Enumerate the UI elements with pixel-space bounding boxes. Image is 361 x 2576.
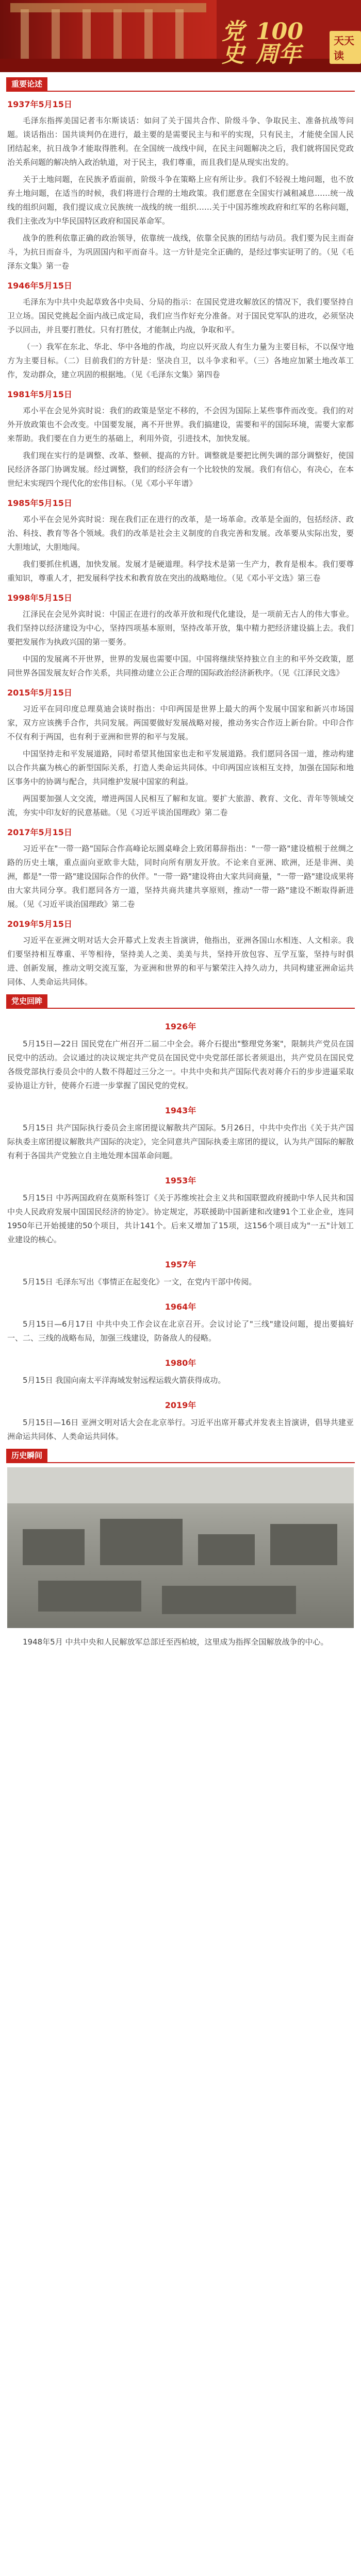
history-entry: 5月15日 共产国际执行委员会主席团提议解散共产国际。5月26日，中共中央作出《关于共产国际执委主席团提议解散共产国际的决定》，完全同意共产国际执委主席团的提议，认为共产国际的解散有利于各国共产党独立自主地处理本国革命问题。 bbox=[7, 1123, 354, 1160]
discourse-paragraph: 毛泽东指挥美国记者韦尔斯谈话：如问了关于国共合作、阶级斗争、争取民主、准备抗战等问题。谈话指出：国共谈判仍在进行，最主要的是需要民主与和平的实现，只有民主，才能使全国人民团结起来，抗日战争才能取得胜利。在全国统一战线中间，在民主问题解决之后，我们就将国民党政治关系问题的解决纳入政治轨道，对于民主，我们尊重，而且我们是从现实出发的。 bbox=[7, 116, 354, 167]
logo-sub-badge: 天天读 bbox=[330, 31, 361, 64]
discourse-date: 1946年5月15日 bbox=[7, 281, 72, 291]
history-entry: 5月15日 我国向南太平洋海域发射远程运载火箭获得成功。 bbox=[23, 1376, 226, 1385]
history-year: 1957年 bbox=[165, 1260, 196, 1269]
discourse-date: 2017年5月15日 bbox=[7, 827, 72, 837]
historical-photo bbox=[7, 1467, 354, 1628]
section-header-important bbox=[6, 77, 355, 92]
discourse-paragraph: 我们现在实行的是调整、改革、整顿、提高的方针。调整就是要把比例失调的部分调整好，使国民经济各部门协调发展。经过调整，我们的经济会有一个比较快的发展。我们有信心，有决心，在本世纪末实现四个现代化的宏伟目标。（见《邓小平年谱》 bbox=[7, 451, 354, 488]
photo-caption: 1948年5月 中共中央和人民解放军总部迁至西柏坡，这里成为指挥全国解放战争的中心。 bbox=[23, 1637, 329, 1647]
discourse-date: 2015年5月15日 bbox=[7, 688, 72, 698]
discourse-date: 2019年5月15日 bbox=[7, 919, 72, 929]
logo-year-text: 100周年 bbox=[256, 19, 303, 67]
discourse-date: 1985年5月15日 bbox=[7, 498, 72, 508]
discourse-paragraph: 邓小平在会见外宾时说：我们的政策是坚定不移的，不会因为国际上某些事件而改变。我们的对外开放政策也不会改变。中国要发展，离不开世界。我们搞建设，需要和平的国际环境，需要大家都来帮助。我们要在自力更生的基础上，利用外资，引进技术，加快发展。 bbox=[7, 406, 354, 443]
section-tag: 历史瞬间 bbox=[6, 1449, 47, 1462]
discourse-paragraph: 中国坚持走和平发展道路，同时希望其他国家也走和平发展道路。我们愿同各国一道，推动构建以合作共赢为核心的新型国际关系，打造人类命运共同体。中印两国应该相互支持，加强在国际和地区事务中的协调与配合，共同维护发展中国家的利益。 bbox=[7, 749, 354, 786]
discourse-paragraph: 中国的发展离不开世界，世界的发展也需要中国。中国将继续坚持独立自主的和平外交政策，愿同世界各国发展友好合作关系，共同推动建立公正合理的国际政治经济新秩序。（见《江泽民文选》 bbox=[7, 654, 354, 677]
banner-logo bbox=[222, 21, 361, 66]
discourse-paragraph: 毛泽东为中共中央起草致各中央局、分局的指示：在国民党进攻解放区的情况下，我们要坚持自卫立场。国民党挑起全面内战已成定局，我们应当作好充分准备。对于国民党军队的进攻，必须坚决予以回击，并且要打胜仗。只有打胜仗，才能制止内战，争取和平。 bbox=[7, 297, 354, 334]
discourse-paragraph: 我们要抓住机遇，加快发展。发展才是硬道理。科学技术是第一生产力，教育是根本。我们要尊重知识，尊重人才，把发展科学技术和教育放在突出的战略地位。（见《邓小平文选》第三卷 bbox=[7, 560, 354, 583]
history-year: 1964年 bbox=[165, 1302, 196, 1312]
history-year: 1943年 bbox=[165, 1106, 196, 1115]
section-header-history bbox=[6, 994, 355, 1009]
history-year: 1926年 bbox=[165, 1022, 196, 1031]
section-tag: 重要论述 bbox=[6, 77, 47, 91]
history-entry: 5月15日—22日 国民党在广州召开二届二中全会。蒋介石提出"整理党务案"，限制共产党员在国民党中的活动。会议通过的决议规定共产党员在国民党中央党部任部长者须退出，共产党员在国民党各级党部执行委员会中的人数不得超过三分之一。中共中央和共产国际代表对蒋介石的步步进逼采取妥协退让方针，使蒋介石进一步掌握了国民党的党权。 bbox=[7, 1039, 354, 1090]
discourse-paragraph: 习近平在亚洲文明对话大会开幕式上发表主旨演讲，他指出，亚洲各国山水相连、人文相亲。我们要坚持相互尊重、平等相待，坚持美人之美、美美与共，坚持开放包容、互学互鉴，坚持与时俱进、创新发展，推动文明交流互鉴，为亚洲和世界的和平与繁荣注入持久动力，共同构建亚洲命运共同体、人类命运共同体。 bbox=[7, 936, 354, 987]
history-year: 2019年 bbox=[165, 1400, 196, 1410]
history-year: 1953年 bbox=[165, 1176, 196, 1185]
discourse-paragraph: （一）我军在东北、华北、华中各地的作战，均应以歼灭敌人有生力量为主要目标，不以保守地方为主要目标。（二）目前我们的方针是：坚决自卫，以斗争求和平。（三）各地应加紧土地改革工作，发动群众，建立巩固的根据地。（见《毛泽东文集》第四卷 bbox=[7, 342, 354, 379]
discourse-paragraph: 习近平在同印度总理莫迪会谈时指出：中印两国是世界上最大的两个发展中国家和新兴市场国家，双方应该携手合作，共同发展。两国要做好发展战略对接，推动务实合作迈上新台阶。中印合作不仅有利于两国，也有利于亚洲和世界的和平与发展。 bbox=[7, 704, 354, 741]
discourses-list bbox=[0, 98, 361, 989]
discourse-date: 1998年5月15日 bbox=[7, 593, 72, 603]
discourse-date: 1937年5月15日 bbox=[7, 99, 72, 109]
history-entry: 5月15日 中苏两国政府在莫斯科签订《关于苏维埃社会主义共和国联盟政府援助中华人民共和国中央人民政府发展中国国民经济的协定》。协定规定，苏联援助中国新建和改建91个工业企业，连同1950年已开始援建的50个项目，共计141个。后来又增加了15项，这156个项目成为"一五"计划工业建设的核心。 bbox=[7, 1193, 354, 1244]
history-entry: 5月15日—6月17日 中共中央工作会议在北京召开。会议讨论了"三线"建设问题，提出要搞好一、二、三线的战略布局，加强三线建设，防备敌人的侵略。 bbox=[7, 1319, 354, 1343]
section-header-scene bbox=[6, 1449, 355, 1463]
header-banner bbox=[0, 0, 361, 72]
discourse-paragraph: 江泽民在会见外宾时说：中国正在进行的改革开放和现代化建设，是一项前无古人的伟大事业。我们坚持以经济建设为中心，坚持四项基本原则，坚持改革开放，集中精力把经济建设搞上去。我们要把发展作为执政兴国的第一要务。 bbox=[7, 609, 354, 647]
history-year: 1980年 bbox=[165, 1358, 196, 1368]
discourse-date: 1981年5月15日 bbox=[7, 389, 72, 399]
history-entry: 5月15日—16日 亚洲文明对话大会在北京举行。习近平出席开幕式并发表主旨演讲，倡导共建亚洲命运共同体、人类命运共同体。 bbox=[7, 1418, 354, 1441]
logo-main-text: 党史 bbox=[222, 19, 244, 67]
discourse-paragraph: 两国要加强人文交流，增进两国人民相互了解和友谊。要扩大旅游、教育、文化、青年等领域交流，夯实中印友好的民意基础。（见《习近平谈治国理政》第二卷 bbox=[7, 794, 354, 817]
history-entry: 5月15日 毛泽东写出《事情正在起变化》一文，在党内干部中传阅。 bbox=[23, 1277, 257, 1286]
discourse-paragraph: 邓小平在会见外宾时说：现在我们正在进行的改革，是一场革命。改革是全面的，包括经济、政治、科技、教育等各个领域。我们的改革是社会主义制度的自我完善和发展。改革要从实际出发，要大胆地试，大胆地闯。 bbox=[7, 515, 354, 552]
discourse-paragraph: 关于土地问题，在民族矛盾面前，阶级斗争在策略上应有所让步。我们不轻视土地问题，也不放弃土地问题，在适当的时候，我们将进行合理的土地政策。我们愿意在全国实行减租减息……统一战线的组织问题，我们提议成立民族统一战线的统一组织……关于中国苏维埃政府和红军的名称问题，我们主张改为中华民国特区政府和国民革命军。 bbox=[7, 175, 354, 226]
history-list bbox=[0, 1020, 361, 1444]
discourse-paragraph: 习近平在"一带一路"国际合作高峰论坛圆桌峰会上致闭幕辞指出："一带一路"建设植根于丝绸之路的历史土壤，重点面向亚欧非大陆，同时向所有朋友开放。不论来自亚洲、欧洲，还是非洲、美洲，都是"一带一路"建设国际合作的伙伴。"一带一路"建设将由大家共同商量，"一带一路"建设成果将由大家共同分享。我们愿同各方一道，坚持共商共建共享原则，推动"一带一路"建设不断取得新进展。（见《习近平谈治国理政》第二卷 bbox=[7, 844, 354, 909]
discourse-paragraph: 战争的胜利依靠正确的政治领导，依靠统一战线，依靠全民族的团结与动员。我们要为民主而奋斗，为抗日而奋斗，为巩固国内和平而奋斗。这一方针是完全正确的，是经过事实证明了的。（见《毛泽东文集》第一卷 bbox=[7, 233, 354, 270]
section-tag: 党史回眸 bbox=[6, 994, 47, 1008]
